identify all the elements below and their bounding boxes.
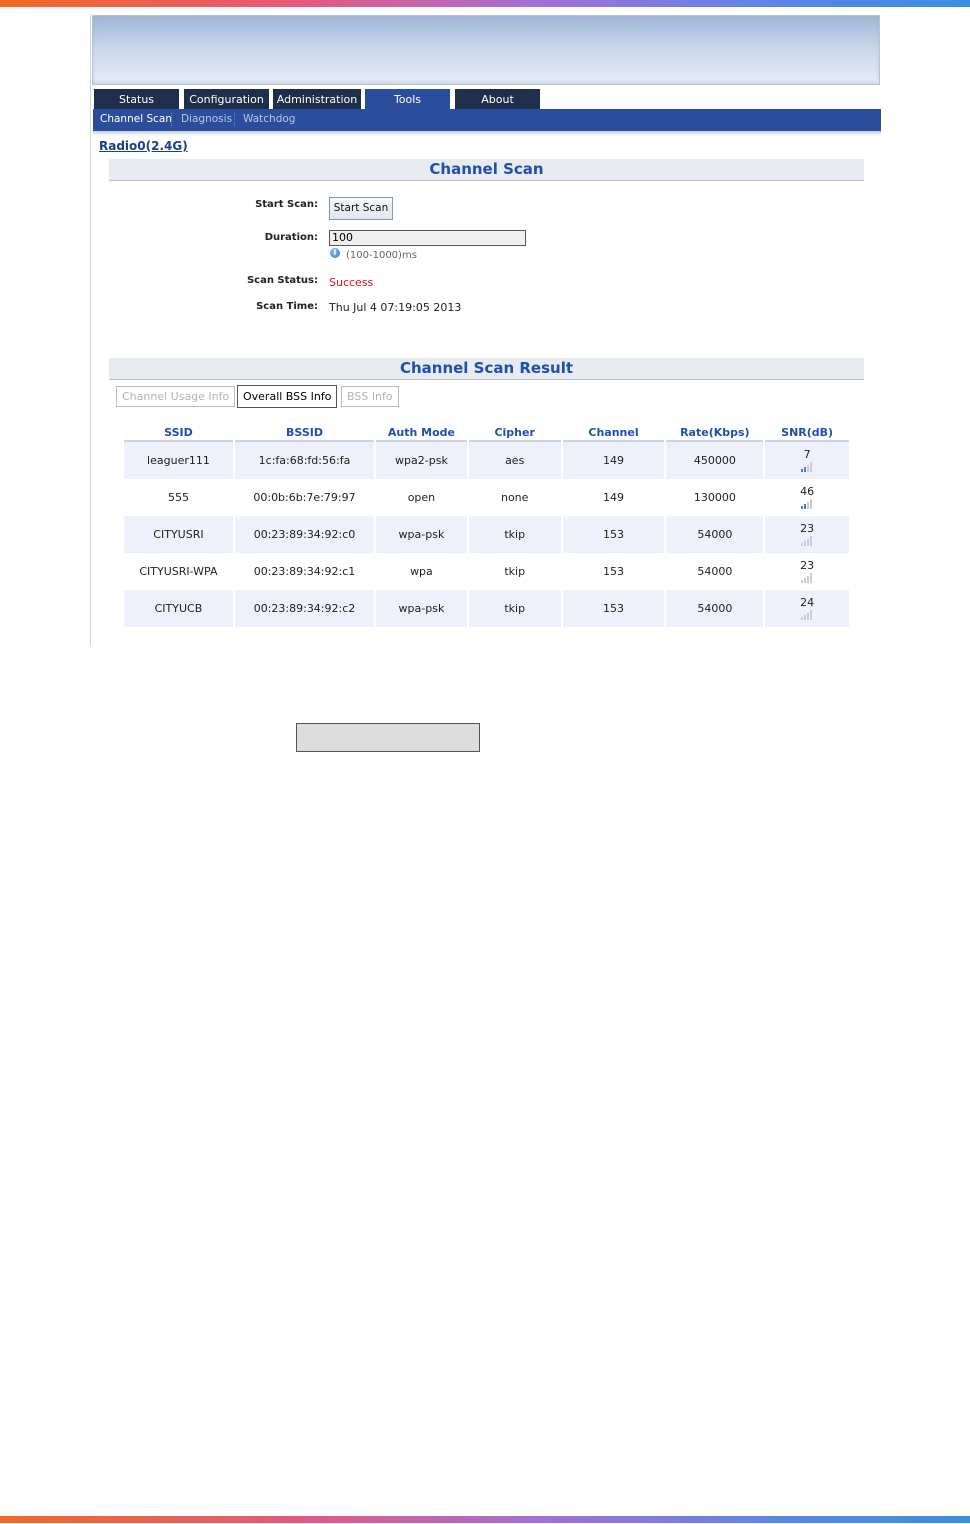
signal-bar <box>810 462 812 472</box>
signal-strength-icon <box>800 573 814 583</box>
tab-status[interactable]: Status <box>94 89 179 109</box>
col-auth-mode[interactable]: Auth Mode <box>376 425 467 442</box>
col-rate[interactable]: Rate(Kbps) <box>666 425 763 442</box>
scan-result-heading: Channel Scan Result <box>109 358 864 380</box>
subnav-diagnosis[interactable]: Diagnosis <box>181 113 233 125</box>
info-icon: i <box>330 248 340 258</box>
signal-bar <box>807 465 809 472</box>
signal-bar <box>810 610 812 620</box>
tab-overall-bss-info[interactable]: Overall BSS Info <box>237 385 337 408</box>
cell-cipher: tkip <box>469 590 561 627</box>
subnav-divider <box>234 113 235 126</box>
scan-status-value: Success <box>329 276 374 289</box>
cell-rate: 54000 <box>666 516 763 553</box>
table-header-row <box>124 425 849 442</box>
cell-snr <box>765 590 849 627</box>
signal-bar <box>807 502 809 509</box>
snr-value: 7 <box>803 447 811 461</box>
signal-bar <box>807 576 809 583</box>
bss-table <box>122 425 851 627</box>
signal-bar <box>804 578 806 583</box>
cell-ssid: CITYUSRI <box>124 516 233 553</box>
signal-bar <box>801 580 803 583</box>
cell-channel: 153 <box>563 516 665 553</box>
tab-configuration[interactable]: Configuration <box>184 89 269 109</box>
cell-auth-mode: wpa2-psk <box>376 442 467 479</box>
start-scan-button[interactable]: Start Scan <box>329 197 393 220</box>
tab-about[interactable]: About <box>455 89 540 109</box>
cell-channel: 149 <box>563 479 665 516</box>
col-channel[interactable]: Channel <box>563 425 665 442</box>
cell-bssid: 00:23:89:34:92:c2 <box>235 590 374 627</box>
signal-strength-icon <box>800 536 814 546</box>
cell-rate: 54000 <box>666 590 763 627</box>
cell-channel: 153 <box>563 590 665 627</box>
signal-bar <box>801 469 803 472</box>
cell-auth-mode: wpa-psk <box>376 516 467 553</box>
subnav-divider <box>171 113 172 126</box>
scan-status-label: Scan Status: <box>246 275 318 286</box>
table-row <box>124 553 849 590</box>
signal-bar <box>807 613 809 620</box>
signal-bar <box>810 499 812 509</box>
cell-rate: 450000 <box>666 442 763 479</box>
cell-channel: 153 <box>563 553 665 590</box>
table-row <box>124 516 849 553</box>
cell-channel: 149 <box>563 442 665 479</box>
cell-cipher: aes <box>469 442 561 479</box>
signal-bar <box>801 617 803 620</box>
cell-snr <box>765 516 849 553</box>
cell-bssid: 00:23:89:34:92:c1 <box>235 553 374 590</box>
cell-ssid: CITYUSRI-WPA <box>124 553 233 590</box>
scan-time-value: Thu Jul 4 07:19:05 2013 <box>329 301 462 314</box>
top-color-stripe <box>0 0 970 7</box>
radio-link[interactable]: Radio0(2.4G) <box>99 139 188 153</box>
signal-bar <box>804 504 806 509</box>
snr-value: 46 <box>800 484 815 498</box>
cell-ssid: 555 <box>124 479 233 516</box>
signal-bar <box>810 573 812 583</box>
col-bssid[interactable]: BSSID <box>235 425 374 442</box>
signal-bar <box>804 615 806 620</box>
header-banner <box>92 15 880 85</box>
cell-bssid: 00:0b:6b:7e:79:97 <box>235 479 374 516</box>
cell-cipher: tkip <box>469 516 561 553</box>
start-scan-label: Start Scan: <box>255 199 318 210</box>
table-row <box>124 590 849 627</box>
signal-bar <box>804 541 806 546</box>
cell-bssid: 00:23:89:34:92:c0 <box>235 516 374 553</box>
signal-bar <box>810 536 812 546</box>
scan-time-label: Scan Time: <box>256 301 318 312</box>
cell-auth-mode: open <box>376 479 467 516</box>
blank-box <box>296 723 480 752</box>
tab-administration[interactable]: Administration <box>273 89 361 109</box>
subnav-shadow <box>93 131 881 136</box>
cell-bssid: 1c:fa:68:fd:56:fa <box>235 442 374 479</box>
cell-rate: 54000 <box>666 553 763 590</box>
tab-channel-usage-info[interactable]: Channel Usage Info <box>116 386 235 407</box>
cell-cipher: tkip <box>469 553 561 590</box>
cell-snr <box>765 553 849 590</box>
signal-strength-icon <box>800 462 814 472</box>
cell-auth-mode: wpa-psk <box>376 590 467 627</box>
tab-bss-info[interactable]: BSS Info <box>341 386 399 407</box>
cell-rate: 130000 <box>666 479 763 516</box>
sub-nav <box>93 109 881 131</box>
tab-tools[interactable]: Tools <box>365 89 450 109</box>
cell-cipher: none <box>469 479 561 516</box>
table-row <box>124 442 849 479</box>
cell-snr <box>765 442 849 479</box>
duration-hint: (100-1000)ms <box>346 250 417 261</box>
duration-label: Duration: <box>264 232 318 243</box>
signal-bar <box>804 467 806 472</box>
snr-value: 23 <box>800 558 815 572</box>
snr-value: 23 <box>800 521 815 535</box>
cell-snr <box>765 479 849 516</box>
snr-value: 24 <box>800 595 815 609</box>
bottom-color-stripe <box>0 1516 970 1523</box>
signal-bar <box>801 543 803 546</box>
col-snr[interactable]: SNR(dB) <box>765 425 849 442</box>
cell-auth-mode: wpa <box>376 553 467 590</box>
col-ssid[interactable]: SSID <box>124 425 233 442</box>
channel-scan-heading: Channel Scan <box>109 159 864 181</box>
cell-ssid: leaguer111 <box>124 442 233 479</box>
subnav-watchdog[interactable]: Watchdog <box>243 113 296 125</box>
signal-bar <box>801 506 803 509</box>
signal-strength-icon <box>800 610 814 620</box>
table-row <box>124 479 849 516</box>
signal-strength-icon <box>800 499 814 509</box>
col-cipher[interactable]: Cipher <box>469 425 561 442</box>
signal-bar <box>807 539 809 546</box>
duration-input[interactable]: 100 <box>329 230 526 246</box>
cell-ssid: CITYUCB <box>124 590 233 627</box>
subnav-channel-scan[interactable]: Channel Scan <box>100 113 172 125</box>
